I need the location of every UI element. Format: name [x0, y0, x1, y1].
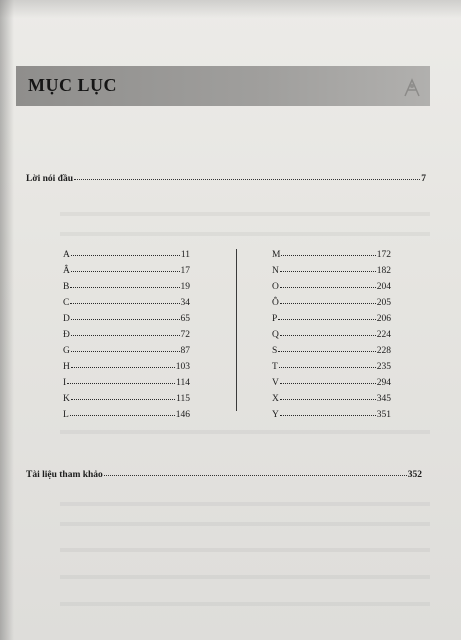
dot-leader [280, 382, 376, 384]
toc-entry[interactable] [63, 314, 190, 324]
toc-entry[interactable] [63, 410, 190, 420]
show-through-text [60, 502, 430, 506]
toc-entry[interactable] [63, 394, 190, 404]
show-through-text [60, 575, 430, 579]
toc-entry[interactable] [272, 250, 391, 260]
toc-entry[interactable] [272, 362, 391, 372]
dot-leader [70, 302, 179, 304]
toc-entry-label: M [272, 250, 281, 260]
show-through-text [60, 430, 430, 434]
toc-entry-page: 72 [180, 330, 190, 340]
ornament-icon [402, 76, 422, 98]
dot-leader [71, 366, 175, 368]
toc-entry[interactable] [272, 378, 391, 388]
toc-entry-page: 87 [180, 346, 190, 356]
toc-references-label: Tài liệu tham khảo [26, 470, 103, 480]
toc-entry-label: T [272, 362, 278, 372]
toc-references-page: 352 [407, 470, 422, 480]
toc-entry-page: 34 [180, 298, 190, 308]
dot-leader [70, 286, 179, 288]
dot-leader [280, 334, 376, 336]
toc-entry-label: Ô [272, 298, 279, 308]
toc-entry[interactable] [63, 330, 190, 340]
dot-leader [280, 270, 376, 272]
dot-leader [278, 350, 375, 352]
toc-entry[interactable] [63, 298, 190, 308]
dot-leader [280, 398, 376, 400]
toc-entry-page: 206 [376, 314, 391, 324]
page-gutter-shadow [0, 0, 14, 640]
toc-entry[interactable] [272, 410, 391, 420]
toc-entry-page: 11 [180, 250, 190, 260]
toc-references[interactable] [26, 470, 422, 480]
toc-entry-page: 224 [376, 330, 391, 340]
dot-leader [280, 286, 376, 288]
dot-leader [71, 318, 180, 320]
toc-entry-label: Â [63, 266, 70, 276]
dot-leader [70, 414, 175, 416]
dot-leader [278, 318, 375, 320]
toc-entry[interactable] [63, 250, 190, 260]
toc-entry[interactable] [63, 282, 190, 292]
toc-entry-page: 114 [176, 378, 190, 388]
dot-leader [71, 350, 180, 352]
toc-entry-label: H [63, 362, 70, 372]
toc-entry-page: 19 [180, 282, 190, 292]
dot-leader [71, 398, 175, 400]
show-through-text [60, 212, 430, 216]
toc-entry-page: 115 [176, 394, 190, 404]
toc-entry-label: C [63, 298, 70, 308]
toc-entry-page: 228 [376, 346, 391, 356]
dot-leader [279, 366, 376, 368]
toc-entry[interactable] [272, 266, 391, 276]
toc-entry[interactable] [272, 314, 391, 324]
dot-leader [67, 382, 175, 384]
show-through-text [60, 232, 430, 236]
toc-entry-label: O [272, 282, 279, 292]
toc-entry-page: 204 [376, 282, 391, 292]
toc-entry-label: P [272, 314, 278, 324]
toc-entry[interactable] [272, 330, 391, 340]
toc-entry-page: 182 [376, 266, 391, 276]
toc-entry[interactable] [63, 346, 190, 356]
show-through-text [60, 548, 430, 552]
toc-entry[interactable] [272, 282, 391, 292]
toc-entry-page: 146 [175, 410, 190, 420]
page-top-shadow [0, 0, 461, 18]
dot-leader [71, 254, 180, 256]
toc-entry-label: G [63, 346, 70, 356]
toc-entry[interactable] [272, 394, 391, 404]
toc-entry-label: V [272, 378, 279, 388]
toc-entry-label: K [63, 394, 70, 404]
toc-entry-page: 235 [376, 362, 391, 372]
toc-entry-label: I [63, 378, 67, 388]
toc-entry-page: 65 [180, 314, 190, 324]
toc-entry[interactable] [63, 266, 190, 276]
dot-leader [280, 414, 376, 416]
toc-entry-label: Đ [63, 330, 70, 340]
toc-entry[interactable] [63, 362, 190, 372]
dot-leader [74, 178, 420, 180]
dot-leader [281, 254, 375, 256]
toc-entry-label: A [63, 250, 70, 260]
show-through-text [60, 602, 430, 606]
toc-entry[interactable] [63, 378, 190, 388]
toc-entry-label: Y [272, 410, 279, 420]
dot-leader [104, 474, 407, 476]
toc-entry-label: X [272, 394, 279, 404]
toc-preface[interactable] [26, 174, 426, 184]
toc-entry-label: S [272, 346, 278, 356]
toc-entry-label: N [272, 266, 279, 276]
show-through-text [60, 522, 430, 526]
toc-entry[interactable] [272, 298, 391, 308]
toc-entry-label: B [63, 282, 70, 292]
toc-entry-label: D [63, 314, 70, 324]
dot-leader [280, 302, 376, 304]
page-title: MỤC LỤC [28, 75, 117, 95]
toc-entry-page: 294 [376, 378, 391, 388]
toc-entry-page: 351 [376, 410, 391, 420]
dot-leader [71, 334, 180, 336]
toc-preface-page: 7 [421, 174, 426, 184]
toc-entry[interactable] [272, 346, 391, 356]
toc-entry-page: 17 [180, 266, 190, 276]
toc-entry-label: Q [272, 330, 279, 340]
column-divider [236, 249, 237, 411]
toc-entry-page: 205 [376, 298, 391, 308]
toc-entry-page: 345 [376, 394, 391, 404]
toc-preface-label: Lời nói đầu [26, 174, 73, 184]
toc-entry-label: L [63, 410, 69, 420]
toc-entry-page: 103 [175, 362, 190, 372]
dot-leader [71, 270, 180, 272]
toc-entry-page: 172 [376, 250, 391, 260]
